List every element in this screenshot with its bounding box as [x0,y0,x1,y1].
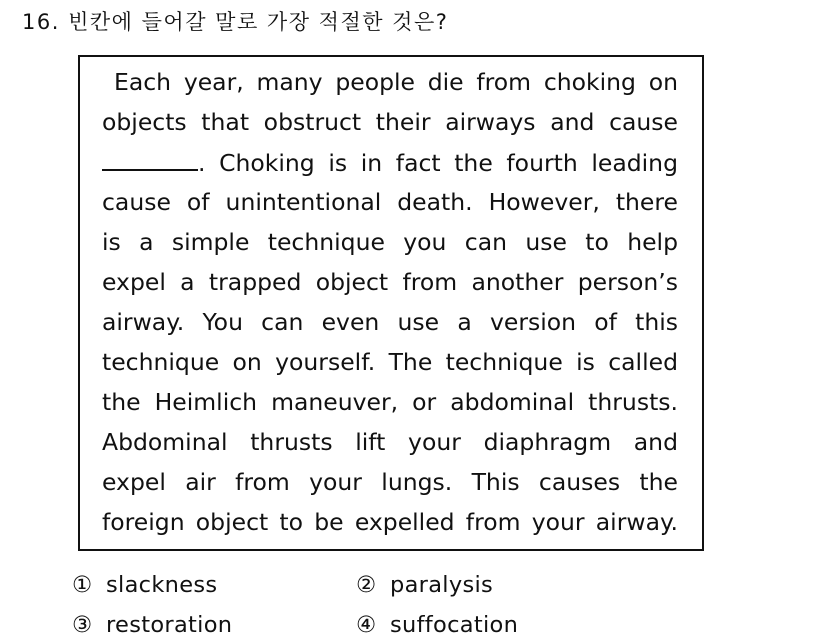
passage-line-2: objects that obstruct their airways and cause [102,108,678,136]
option-3-number: ③ [72,612,93,638]
passage-box [78,55,704,551]
passage-line-3 [102,147,678,177]
option-2[interactable] [356,572,493,598]
passage-line-11: expel air from your lungs. This causes the [102,468,678,496]
passage-line-5: is a simple technique you can use to help [102,228,678,256]
passage-line-6: expel a trapped object from another person’s [102,268,678,296]
option-1[interactable] [72,572,217,598]
passage-line-8: technique on yourself. The technique is called [102,348,678,376]
passage-line-3-text: . Choking is in fact the fourth leading [198,149,678,177]
option-2-number: ② [356,572,377,598]
question-header [22,6,448,36]
passage-line-10: Abdominal thrusts lift your diaphragm and [102,428,678,456]
option-1-number: ① [72,572,93,598]
option-1-text: slackness [106,572,218,598]
option-4-number: ④ [356,612,377,638]
option-3[interactable] [72,612,232,638]
passage-line-4: cause of unintentional death. However, there [102,188,678,216]
passage-line-7: airway. You can even use a version of this [102,308,678,336]
passage-line-1: Each year, many people die from choking on [114,68,678,96]
question-prompt: 빈칸에 들어갈 말로 가장 적절한 것은? [68,10,449,34]
option-4-text: suffocation [390,612,519,638]
passage-line-12: foreign object to be expelled from your airway. [102,508,678,536]
option-2-text: paralysis [390,572,494,598]
passage-line-9: the Heimlich maneuver, or abdominal thrusts. [102,388,678,416]
option-3-text: restoration [106,612,233,638]
option-4[interactable] [356,612,518,638]
answer-blank [102,147,198,171]
question-number: 16. [22,10,60,34]
